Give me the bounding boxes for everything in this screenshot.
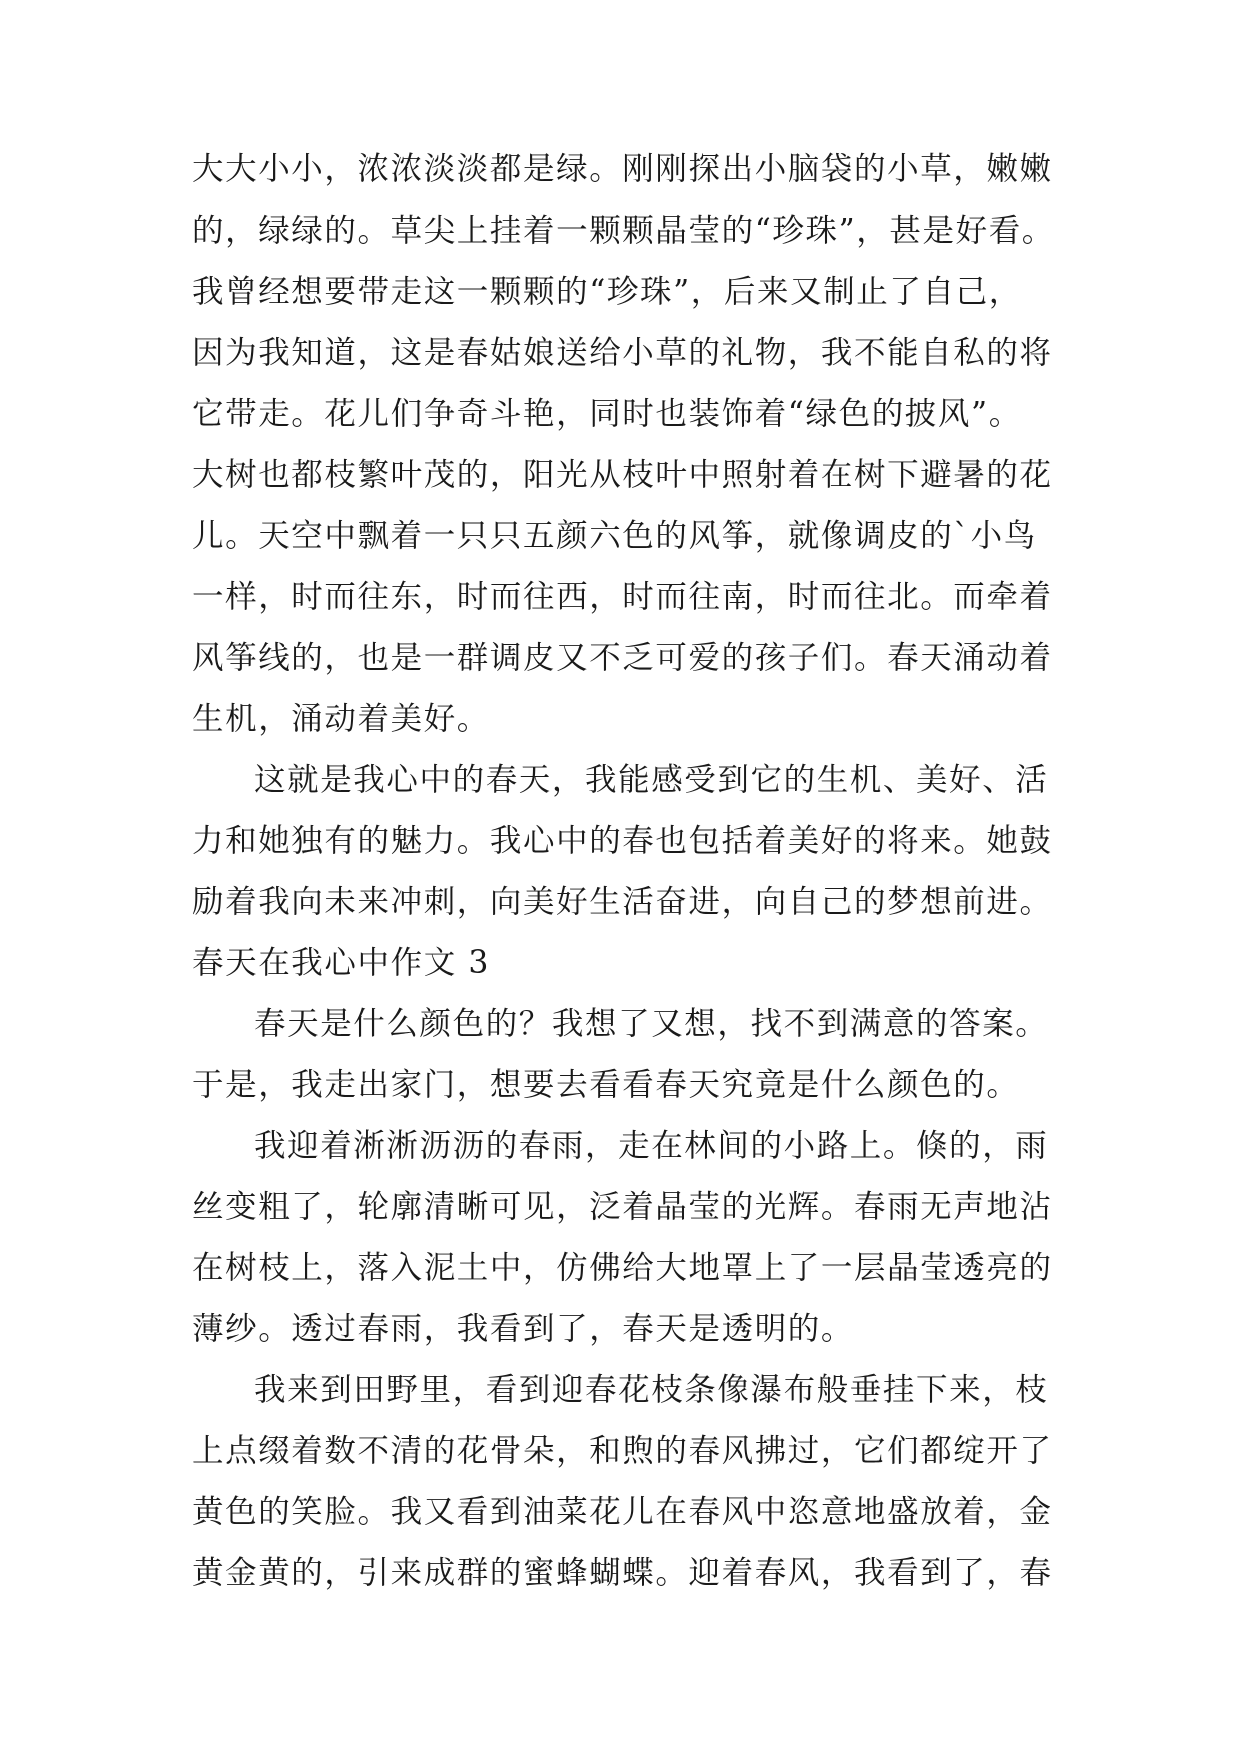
text-line: 生机，涌动着美好。 (192, 701, 490, 737)
text-line: 一样，时而往东，时而往西，时而往南，时而往北。而牵着 (192, 579, 1053, 615)
paragraph-first-line: 春天是什么颜色的？我想了又想，找不到满意的答案。 (254, 1006, 1049, 1042)
text-line: 在树枝上，落入泥土中，仿佛给大地罩上了一层晶莹透亮的 (192, 1250, 1053, 1286)
paragraph-first-line: 我迎着淅淅沥沥的春雨，走在林间的小路上。倏的，雨 (254, 1128, 1049, 1164)
text-line: 黄色的笑脸。我又看到油菜花儿在春风中恣意地盛放着，金 (192, 1494, 1053, 1530)
text-line: 大树也都枝繁叶茂的，阳光从枝叶中照射着在树下避暑的花 (192, 457, 1053, 493)
text-line: 儿。天空中飘着一只只五颜六色的风筝，就像调皮的`小鸟 (192, 518, 1037, 554)
text-line: 黄金黄的，引来成群的蜜蜂蝴蝶。迎着春风，我看到了，春 (192, 1555, 1053, 1591)
text-line: 因为我知道，这是春姑娘送给小草的礼物，我不能自私的将 (192, 335, 1053, 371)
text-line: 力和她独有的魅力。我心中的春也包括着美好的将来。她鼓 (192, 823, 1053, 859)
text-line: 薄纱。透过春雨，我看到了，春天是透明的。 (192, 1311, 855, 1347)
text-line: 我曾经想要带走这一颗颗的“珍珠”，后来又制止了自己， (192, 274, 1022, 310)
text-line: 丝变粗了，轮廓清晰可见，泛着晶莹的光辉。春雨无声地沾 (192, 1189, 1053, 1225)
text-line: 于是，我走出家门，想要去看看春天究竟是什么颜色的。 (192, 1067, 1020, 1103)
section-heading: 春天在我心中作文 3 (192, 945, 491, 981)
text-line: 的，绿绿的。草尖上挂着一颗颗晶莹的“珍珠”，甚是好看。 (192, 213, 1055, 249)
paragraph-first-line: 这就是我心中的春天，我能感受到它的生机、美好、活 (254, 762, 1049, 798)
text-line: 大大小小，浓浓淡淡都是绿。刚刚探出小脑袋的小草，嫩嫩 (192, 151, 1053, 187)
text-line: 风筝线的，也是一群调皮又不乏可爱的孩子们。春天涌动着 (192, 640, 1053, 676)
text-line: 励着我向未来冲刺，向美好生活奋进，向自己的梦想前进。 (192, 884, 1053, 920)
text-line: 上点缀着数不清的花骨朵，和煦的春风拂过，它们都绽开了 (192, 1433, 1053, 1469)
text-line: 它带走。花儿们争奇斗艳，同时也装饰着“绿色的披风”。 (192, 396, 1022, 432)
paragraph-first-line: 我来到田野里，看到迎春花枝条像瀑布般垂挂下来，枝 (254, 1372, 1049, 1408)
